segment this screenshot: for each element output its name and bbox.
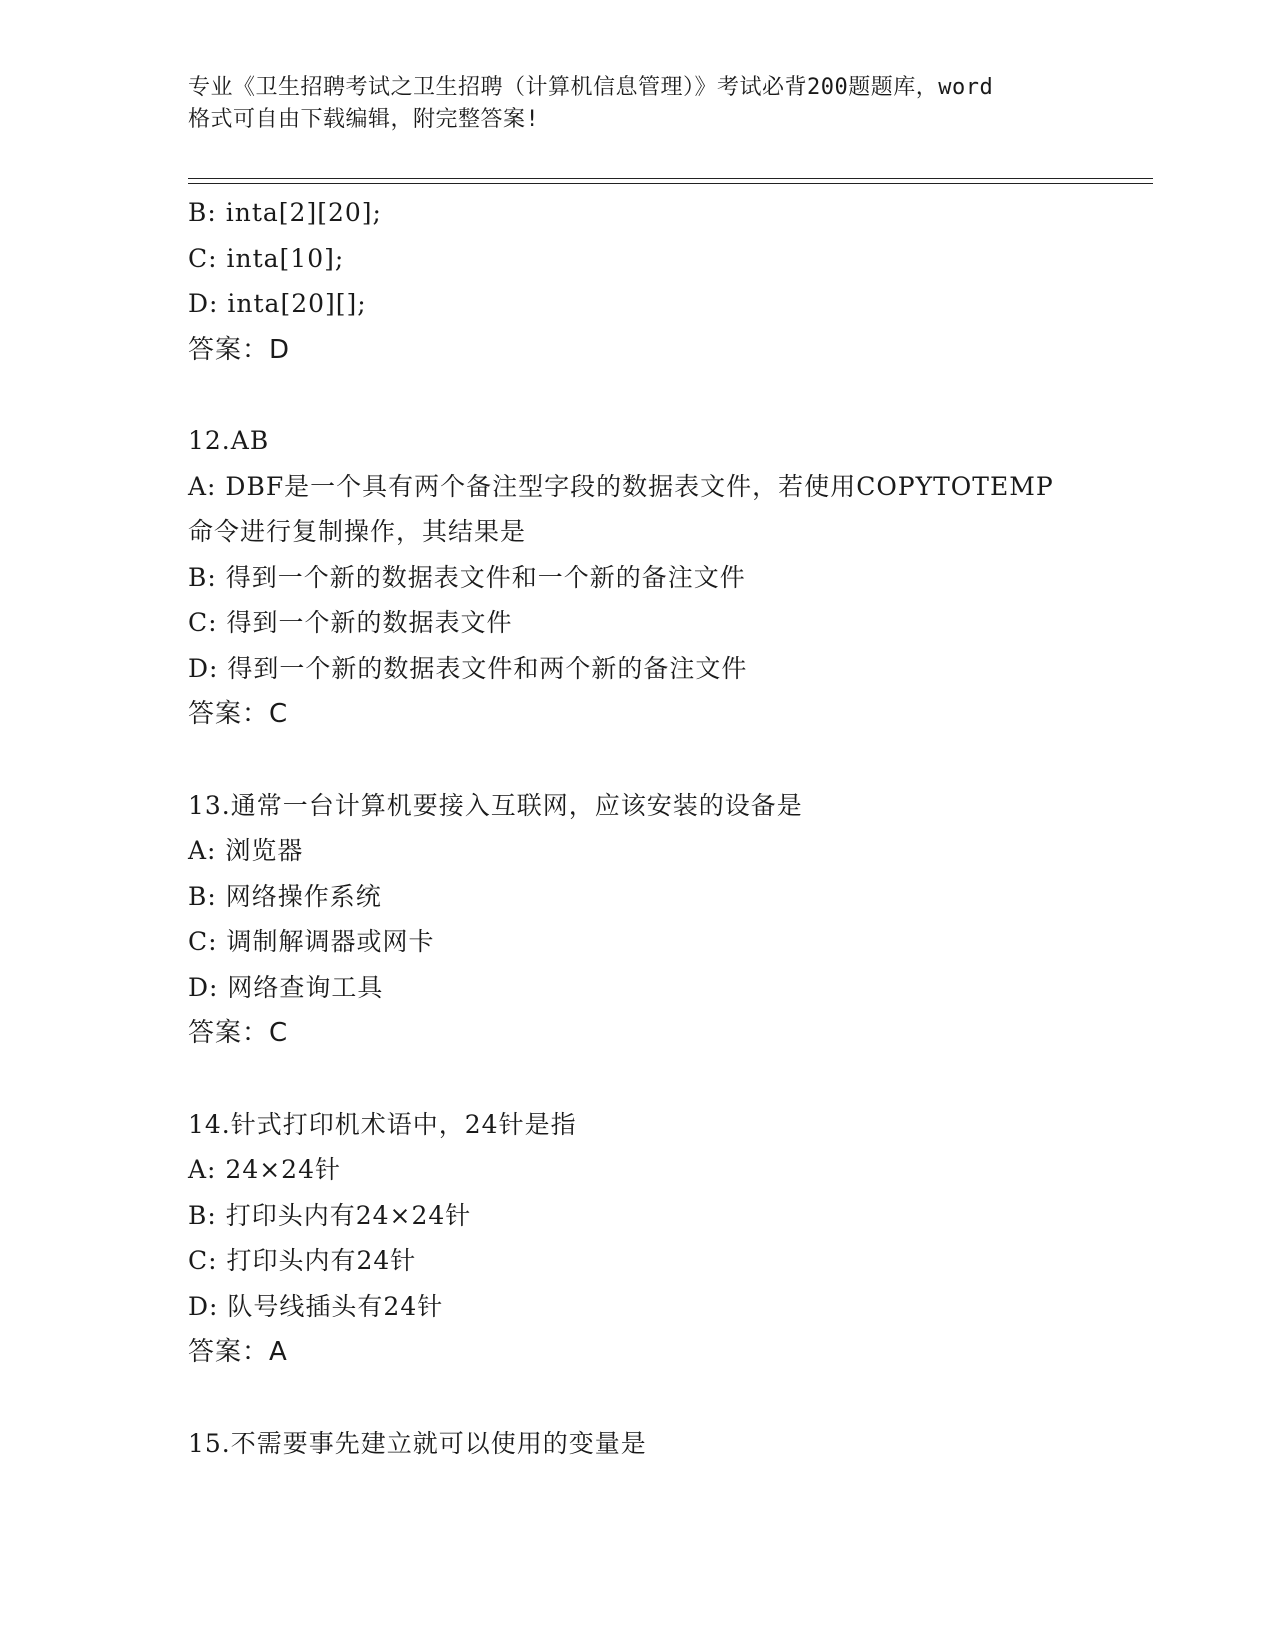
option-line: D: inta[20][]; xyxy=(188,289,367,318)
option-line: D: 得到一个新的数据表文件和两个新的备注文件 xyxy=(188,653,748,683)
header-line-1: 专业《卫生招聘考试之卫生招聘（计算机信息管理）》考试必背200题题库，word xyxy=(188,75,994,100)
option-line: 命令进行复制操作，其结果是 xyxy=(188,517,527,546)
document-header xyxy=(188,72,1088,136)
option-line: C: 调制解调器或网卡 xyxy=(188,927,435,956)
question-block-14 xyxy=(188,1102,1153,1376)
option-line: A: 浏览器 xyxy=(188,836,304,865)
option-line: C: 得到一个新的数据表文件 xyxy=(188,608,513,637)
question-block-13 xyxy=(188,783,1153,1057)
option-line: D: 队号线插头有24针 xyxy=(188,1291,444,1321)
header-divider-top xyxy=(188,178,1153,179)
question-stem: 14.针式打印机术语中，24针是指 xyxy=(188,1109,577,1139)
option-line: A: DBF是一个具有两个备注型字段的数据表文件，若使用COPYTOTEMP xyxy=(188,471,1054,501)
spacer xyxy=(188,737,1153,783)
spacer xyxy=(188,1056,1153,1102)
option-line: B: 打印头内有24×24针 xyxy=(188,1200,472,1230)
answer-line: 答案：C xyxy=(188,699,289,729)
option-line: B: 网络操作系统 xyxy=(188,881,382,911)
option-line: B: 得到一个新的数据表文件和一个新的备注文件 xyxy=(188,562,746,592)
answer-line: 答案：D xyxy=(188,334,291,365)
answer-line: 答案：C xyxy=(188,1018,289,1048)
question-block-12 xyxy=(188,418,1153,737)
option-line: D: 网络查询工具 xyxy=(188,972,384,1002)
spacer xyxy=(188,373,1153,419)
option-line: C: 打印头内有24针 xyxy=(188,1246,417,1275)
answer-line: 答案：A xyxy=(188,1337,288,1367)
header-divider-bottom xyxy=(188,183,1153,184)
question-block-previous xyxy=(188,190,1153,373)
question-stem: 13.通常一台计算机要接入互联网，应该安装的设备是 xyxy=(188,790,803,820)
option-line: B: inta[2][20]; xyxy=(188,198,382,227)
option-line: C: inta[10]; xyxy=(188,243,345,273)
header-line-2: 格式可自由下载编辑，附完整答案! xyxy=(188,107,540,132)
question-stem: 15.不需要事先建立就可以使用的变量是 xyxy=(188,1428,647,1458)
question-list xyxy=(188,190,1153,1466)
option-line: A: 24×24针 xyxy=(188,1155,341,1184)
question-block-15 xyxy=(188,1421,1153,1467)
question-stem: 12.AB xyxy=(188,426,270,455)
spacer xyxy=(188,1375,1153,1421)
